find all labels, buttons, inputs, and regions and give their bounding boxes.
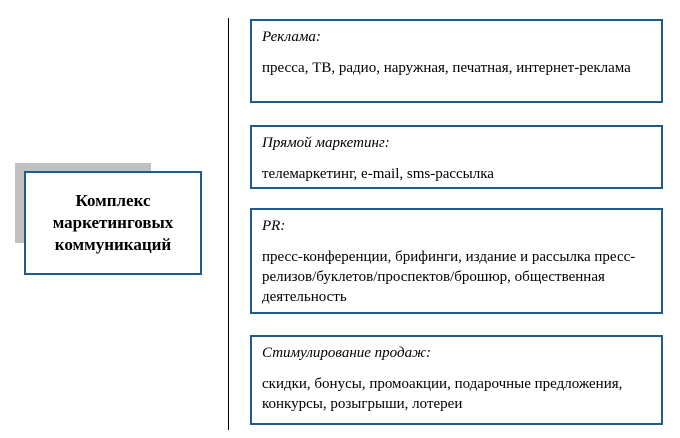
category-box-sales-promotion: [250, 335, 663, 425]
category-title: Реклама:: [262, 29, 321, 45]
category-box-advertising: [250, 19, 663, 103]
vertical-separator: [228, 18, 229, 430]
center-line-3: коммуникаций: [54, 235, 172, 254]
category-title: Стимулирование продаж:: [262, 345, 432, 361]
category-title: Прямой маркетинг:: [262, 135, 390, 151]
category-box-direct-marketing: [250, 125, 663, 189]
center-box-text: [53, 190, 174, 256]
category-title: PR:: [262, 218, 286, 234]
category-body: пресс-конференции, брифинги, издание и рассылка пресс-релизов/буклетов/проспектов/брошюр, общественная деятельность: [262, 249, 636, 305]
center-line-1: Комплекс: [75, 191, 151, 210]
category-body: пресса, ТВ, радио, наружная, печатная, интернет-реклама: [262, 60, 631, 76]
category-box-pr: [250, 208, 663, 314]
center-box: [24, 171, 202, 275]
category-body: телемаркетинг, e-mail, sms-рассылка: [262, 166, 494, 182]
center-line-2: маркетинговых: [52, 213, 174, 232]
category-body: скидки, бонусы, промоакции, подарочные предложения, конкурсы, розыгрыши, лотереи: [262, 376, 623, 412]
